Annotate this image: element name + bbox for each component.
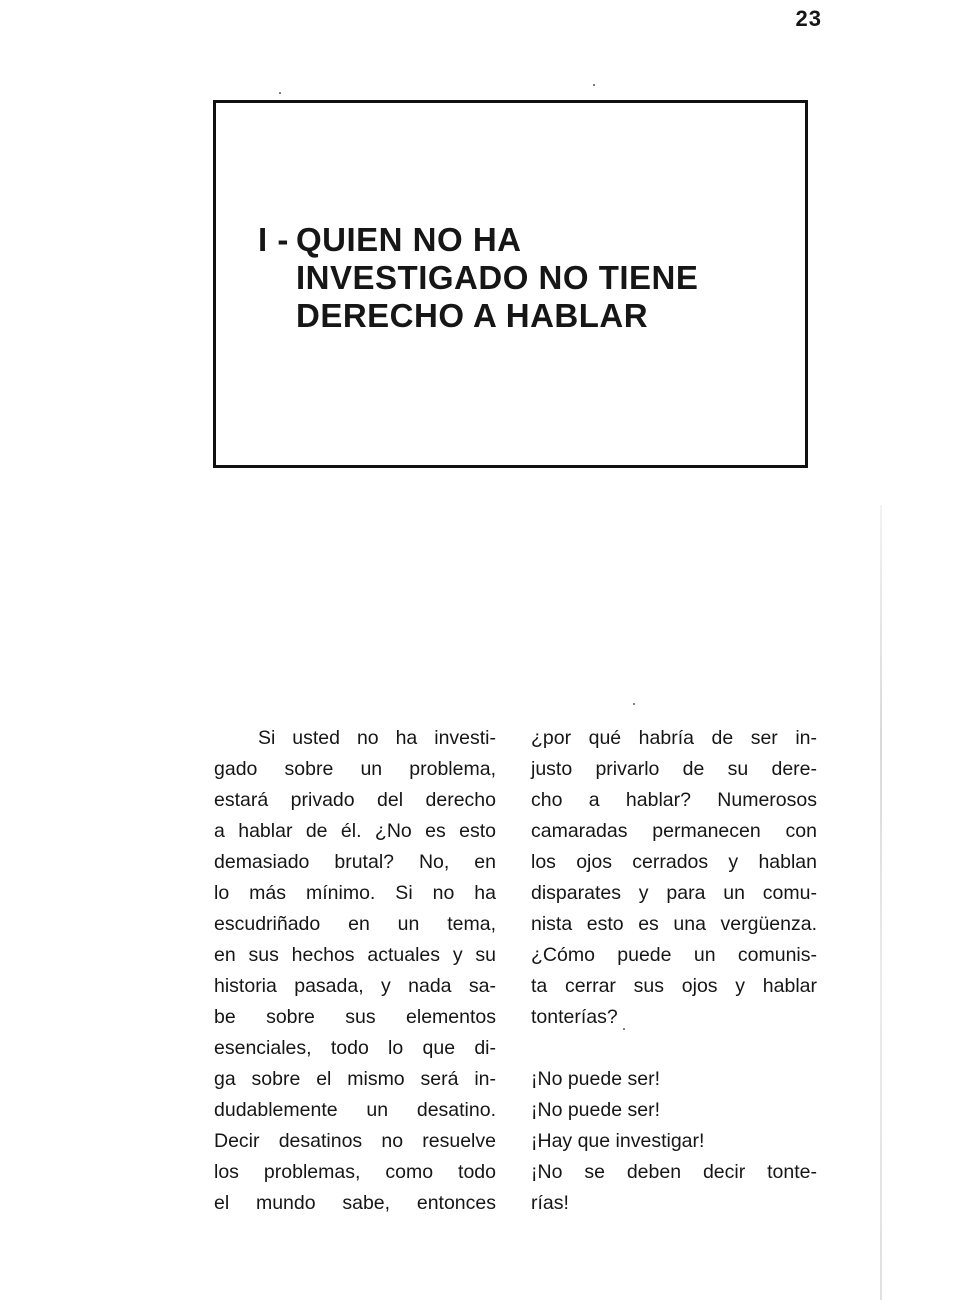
left-line-3: estará privado del derecho [214,789,496,811]
left-line-6: lo más mínimo. Si no ha [214,882,496,904]
page-number: 23 [795,6,822,31]
scan-speck [623,1028,625,1030]
exclamations [531,1064,817,1219]
chapter-numeral: I - [258,221,289,258]
left-line-11: esenciales, todo lo que di- [214,1037,496,1059]
chapter-title-line-3: DERECHO A HABLAR [296,297,649,334]
right-line-5: los ojos cerrados y hablan [531,851,817,873]
right-line-3: cho a hablar? Numerosos [531,789,817,811]
right-line-2: justo privarlo de su dere- [531,758,817,780]
left-line-12: ga sobre el mismo será in- [214,1068,496,1090]
exclamation-1: ¡No puede ser! [531,1068,660,1090]
left-line-9: historia pasada, y nada sa- [214,975,496,997]
chapter-title-line-1 [258,221,698,259]
right-line-6: disparates y para un comu- [531,882,817,904]
right-column [531,723,817,1219]
left-line-2: gado sobre un problema, [214,758,496,780]
chapter-title [258,221,698,335]
exclamation-5: rías! [531,1192,569,1214]
left-line-7: escudriñado en un tema, [214,913,496,935]
right-line-9: ta cerrar sus ojos y hablar [531,975,817,997]
right-line-4: camaradas permanecen con [531,820,817,842]
left-line-10: be sobre sus elementos [214,1006,496,1028]
exclamation-3: ¡Hay que investigar! [531,1130,705,1152]
left-line-13: dudablemente un desatino. [214,1099,496,1121]
left-line-4: a hablar de él. ¿No es esto [214,820,496,842]
chapter-title-line-2: INVESTIGADO NO TIENE [296,259,699,296]
right-line-7: nista esto es una vergüenza. [531,913,817,935]
chapter-title-box [213,100,808,468]
scan-speck [279,92,281,94]
left-line-8: en sus hechos actuales y su [214,944,496,966]
left-line-5: demasiado brutal? No, en [214,851,496,873]
chapter-title-text-1: QUIEN NO HA [296,221,522,258]
left-line-15: los problemas, como todo [214,1161,496,1183]
left-line-16: el mundo sabe, entonces [214,1192,496,1214]
exclamation-2: ¡No puede ser! [531,1099,660,1121]
right-line-8: ¿Cómo puede un comunis- [531,944,817,966]
paragraph-gap [531,1033,817,1064]
right-line-1: ¿por qué habría de ser in- [531,727,817,749]
left-line-1: Si usted no ha investi- [258,727,496,749]
left-column [214,723,496,1219]
page-edge-shadow [880,505,882,1300]
scan-speck [593,84,595,86]
left-line-14: Decir desatinos no resuelve [214,1130,496,1152]
right-line-10: tonterías? [531,1006,618,1028]
scan-speck [633,703,635,705]
exclamation-4: ¡No se deben decir tonte- [531,1161,817,1183]
